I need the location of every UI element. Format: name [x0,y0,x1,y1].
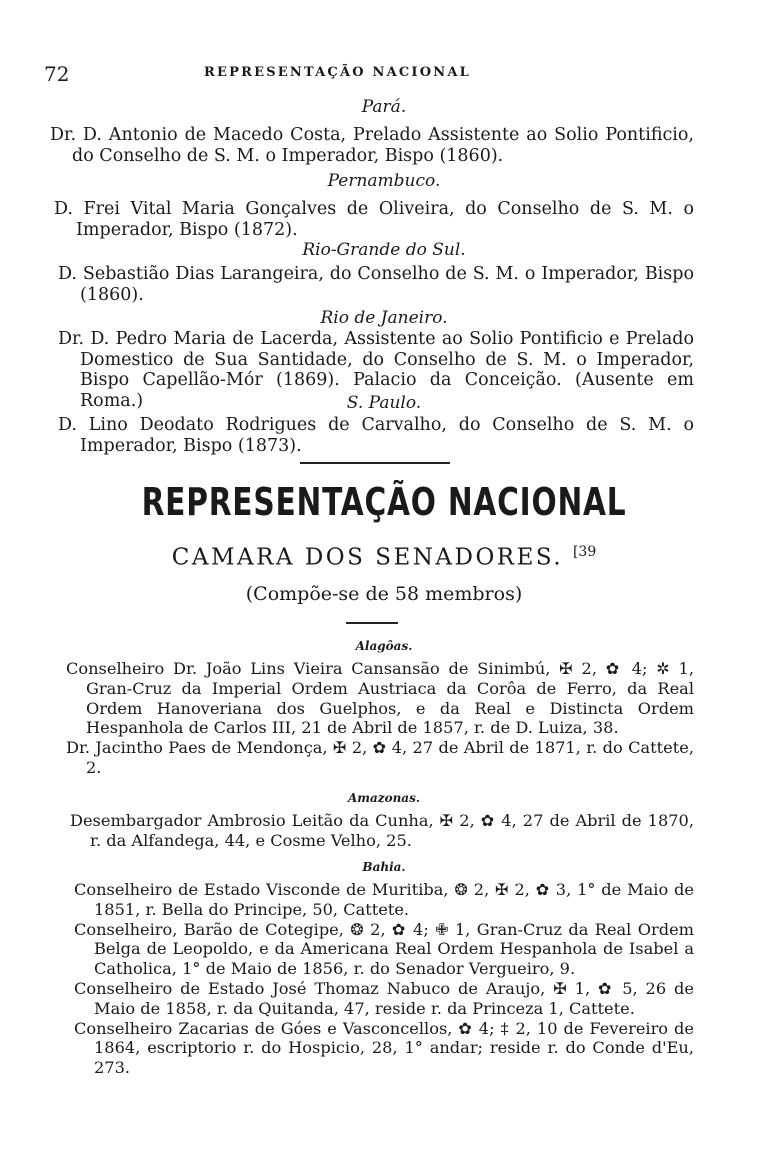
senator-entry: Dr. Jacintho Paes de Mendonça, ✠ 2, ✿ 4, 27 de Abril de 1871, r. do Cattete, 2. [66,738,694,777]
clergy-entry [58,415,694,456]
page-number: 72 [44,62,70,86]
senator-entries [70,811,694,851]
entry-text: Dr. D. Pedro Maria de Lacerda, Assistente ao Solio Pontificio e Prelado Domestico de Sua Santidade, do Conselho de S. M. o Imperador, Bispo Capellão-Mór (1869). Palacio da Conceição. (Ausente em Roma.) [58,329,694,411]
senator-entry: Conselheiro Dr. João Lins Vieira Cansansão de Sinimbú, ✠ 2, ✿ 4; ✲ 1, Gran-Cruz da Imperial Ordem Austriaca da Corôa de Ferro, da Real Ordem Hanoveriana dos Guelphos, e da Real e Distincta Ordem Hespanhola de Carlos III, 21 de Abril de 1857, r. de D. Luiza, 38. [66,659,694,738]
province-heading: Amazonas. [347,791,421,805]
province-heading: Rio-Grande do Sul. [302,240,466,260]
senator-entry: Conselheiro de Estado José Thomaz Nabuco de Araujo, ✠ 1, ✿ 5, 26 de Maio de 1858, r. da Quitanda, 47, reside r. da Princeza 1, Cattete. [74,978,694,1018]
province-heading: S. Paulo. [346,393,422,413]
senator-entry: Conselheiro, Barão de Cotegipe, ❂ 2, ✿ 4; ✙ 1, Gran-Cruz da Real Ordem Belga de Leopoldo, e da Americana Real Ordem Hespanhola de Isabel a Catholica, 1° de Maio de 1856, r. do Senador Vergueiro, 9. [74,919,694,979]
province-heading: Rio de Janeiro. [320,308,448,328]
province-heading: Pará. [361,97,407,117]
running-head: REPRESENTAÇÃO NACIONAL [204,65,471,80]
page-header [44,62,694,84]
section-title: REPRESENTAÇÃO NACIONAL [141,480,627,524]
composition-note: (Compõe-se de 58 membros) [245,583,523,605]
senator-entry: Desembargador Ambrosio Leitão da Cunha, ✠ 2, ✿ 4, 27 de Abril de 1870, r. da Alfandega, 44, e Cosme Velho, 25. [70,811,694,850]
entry-text: D. Sebastião Dias Larangeira, do Conselho de S. M. o Imperador, Bispo (1860). [58,264,694,305]
chamber-title [0,544,768,571]
entry-text: Dr. D. Antonio de Macedo Costa, Prelado Assistente ao Solio Pontificio, do Conselho de S. M. o Imperador, Bispo (1860). [50,125,694,166]
clergy-entry [58,264,694,305]
clergy-entry [50,125,694,166]
footnote-mark: [39 [572,544,597,560]
short-divider [346,622,398,624]
clergy-entry [54,199,694,240]
senator-entries [66,659,694,778]
senator-entry: Conselheiro Zacarias de Góes e Vasconcellos, ✿ 4; ‡ 2, 10 de Fevereiro de 1864, escriptorio r. do Hospicio, 28, 1° andar; reside r. do Conde d'Eu, 273. [74,1018,694,1078]
section-divider [300,462,450,464]
senator-entry: Conselheiro de Estado Visconde de Muritiba, ❂ 2, ✠ 2, ✿ 3, 1° de Maio de 1851, r. Bella do Principe, 50, Cattete. [74,880,694,919]
senator-entries [74,880,694,1078]
chamber-name: CAMARA DOS SENADORES. [171,544,564,571]
province-heading: Alagôas. [355,639,413,653]
entry-text: D. Frei Vital Maria Gonçalves de Oliveira, do Conselho de S. M. o Imperador, Bispo (1872). [54,199,694,240]
entry-text: D. Lino Deodato Rodrigues de Carvalho, do Conselho de S. M. o Imperador, Bispo (1873). [58,415,694,456]
province-heading: Pernambuco. [327,171,441,191]
province-heading: Bahia. [362,860,406,874]
